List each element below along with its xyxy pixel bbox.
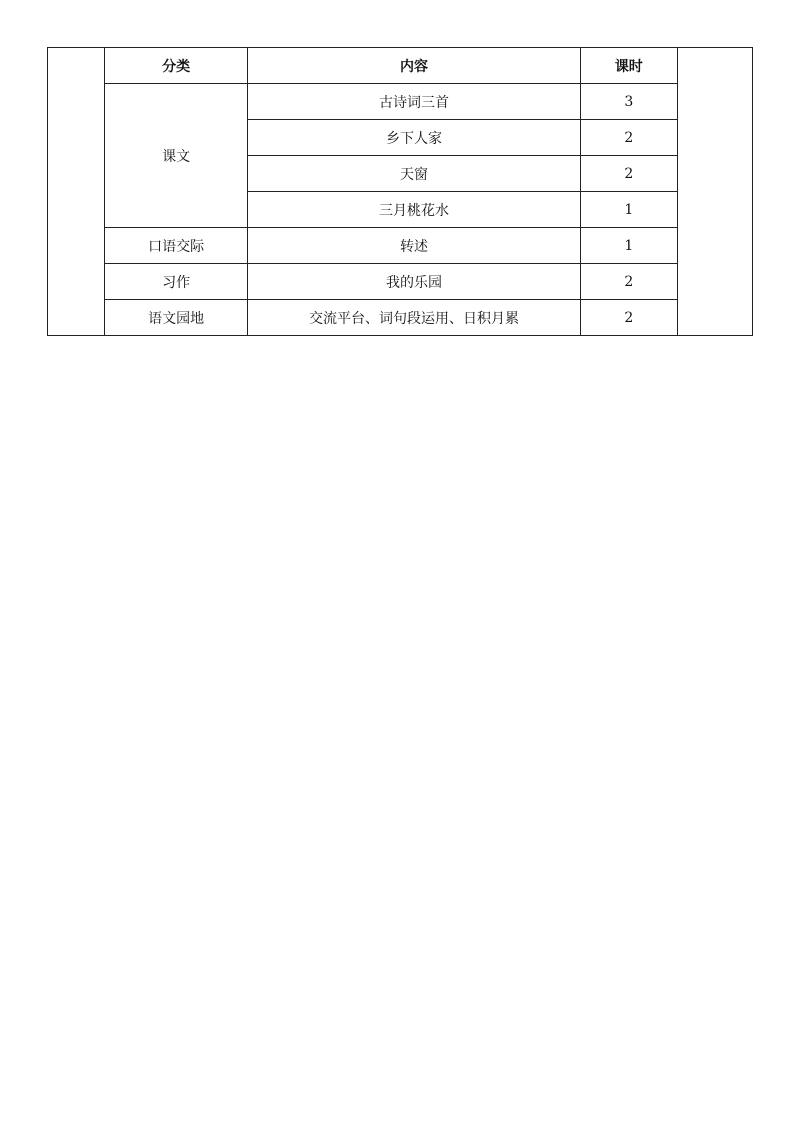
category-cell-writing: 习作 <box>105 264 248 300</box>
left-blank-cell <box>48 48 105 336</box>
table-row <box>48 264 753 300</box>
content-cell: 古诗词三首 <box>248 84 580 120</box>
table-row <box>48 228 753 264</box>
content-cell: 交流平台、词句段运用、日积月累 <box>248 300 580 336</box>
header-content: 内容 <box>248 48 580 84</box>
content-cell: 我的乐园 <box>248 264 580 300</box>
hours-cell: 2 <box>580 300 677 336</box>
category-cell-texts: 课文 <box>105 84 248 228</box>
content-cell: 天窗 <box>248 156 580 192</box>
table-header-row <box>48 48 753 84</box>
lesson-schedule-table <box>47 47 753 336</box>
content-cell: 三月桃花水 <box>248 192 580 228</box>
content-cell: 乡下人家 <box>248 120 580 156</box>
hours-cell: 2 <box>580 264 677 300</box>
hours-cell: 2 <box>580 156 677 192</box>
category-cell-garden: 语文园地 <box>105 300 248 336</box>
hours-cell: 1 <box>580 228 677 264</box>
content-cell: 转述 <box>248 228 580 264</box>
header-category: 分类 <box>105 48 248 84</box>
table-row <box>48 300 753 336</box>
right-blank-cell <box>677 48 752 336</box>
hours-cell: 3 <box>580 84 677 120</box>
table-row <box>48 84 753 120</box>
hours-cell: 1 <box>580 192 677 228</box>
category-cell-oral: 口语交际 <box>105 228 248 264</box>
hours-cell: 2 <box>580 120 677 156</box>
header-hours: 课时 <box>580 48 677 84</box>
